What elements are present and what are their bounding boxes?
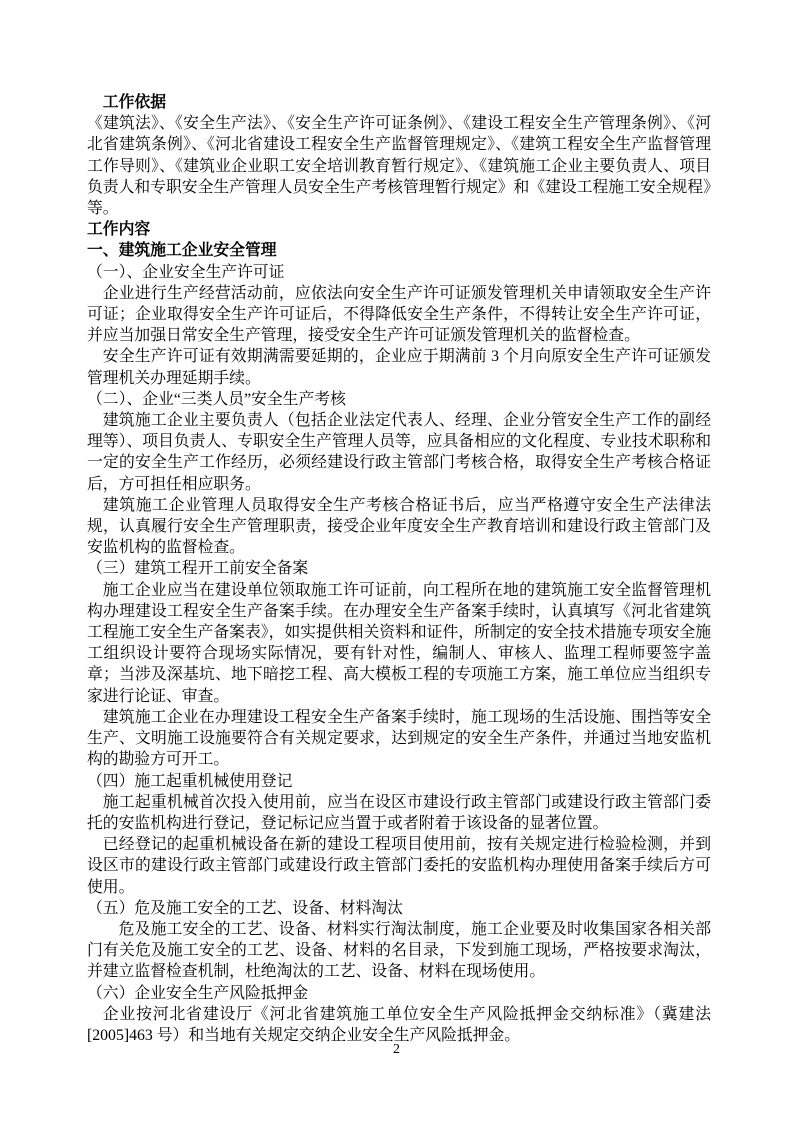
subheading-item-3: （三）建筑工程开工前安全备案 <box>87 560 309 578</box>
subheading-item-6: （六）企业安全生产风险抵押金 <box>87 984 309 1002</box>
para-item2-personnel-1: 建筑施工企业主要负责人（包括企业法定代表人、经理、企业分管安全生产工作的副经理等）、项目负责人、专职安全生产管理人员等，应具备相应的文化程度、专业技术职称和一定的安全生产工作经历，必须经建设行政主管部门考核合格，取得安全生产考核合格证后，方可担任相应职务。 <box>87 412 711 493</box>
subheading-item-1: （一）、企业安全生产许可证 <box>87 263 285 281</box>
document-body <box>87 92 711 1046</box>
heading-work-content: 工作内容 <box>87 221 151 239</box>
para-item3-filing-1: 施工企业应当在建设单位领取施工许可证前，向工程所在地的建筑施工安全监督管理机构办理建设工程安全生产备案手续。在办理安全生产备案手续时，认真填写《河北省建筑工程施工安全生产备案表》，如实提供相关资料和证件，所制定的安全技术措施专项安全施工组织设计要符合现场实际情况，要有针对性，编制人、审核人、监理工程师要签字盖章；当涉及深基坑、地下暗挖工程、高大模板工程的专项施工方案，施工单位应当组织专家进行论证、审查。 <box>87 581 711 705</box>
para-item1-license-1: 企业进行生产经营活动前，应依法向安全生产许可证颁发管理机关申请领取安全生产许可证；企业取得安全生产许可证后，不得降低安全生产条件，不得转让安全生产许可证，并应当加强日常安全生产管理，接受安全生产许可证颁发管理机关的监督检查。 <box>87 284 711 345</box>
heading-work-basis: 工作依据 <box>102 94 166 111</box>
para-item3-filing-2: 建筑施工企业在办理建设工程安全生产备案手续时，施工现场的生活设施、围挡等安全生产、文明施工设施要符合有关规定要求，达到规定的安全生产条件，并通过当地安监机构的勘验方可开工。 <box>87 708 711 769</box>
para-item2-personnel-2: 建筑施工企业管理人员取得安全生产考核合格证书后，应当严格遵守安全生产法律法规，认真履行安全生产管理职责，接受企业年度安全生产教育培训和建设行政主管部门及安监机构的监督检查。 <box>87 496 711 557</box>
para-item4-machinery-1: 施工起重机械首次投入使用前，应当在设区市建设行政主管部门或建设行政主管部门委托的安监机构进行登记，登记标记应当置于或者附着于该设备的显著位置。 <box>87 793 711 832</box>
page-number: 2 <box>393 1042 400 1057</box>
para-item1-license-2: 安全生产许可证有效期满需要延期的，企业应于期满前 3 个月向原安全生产许可证颁发管理机关办理延期手续。 <box>87 348 711 387</box>
para-item6-deposit: 企业按河北省建设厅《河北省建筑施工单位安全生产风险抵押金交纳标准》（冀建法[2005]463 号）和当地有关规定交纳企业安全生产风险抵押金。 <box>87 1005 711 1044</box>
para-legal-basis: 《建筑法》、《安全生产法》、《安全生产许可证条例》、《建设工程安全生产管理条例》、《河北省建筑条例》、《河北省建设工程安全生产监督管理规定》、《建筑工程安全生产监督管理工作导则》、《建筑业企业职工安全培训教育暂行规定》、《建筑施工企业主要负责人、项目负责人和专职安全生产管理人员安全生产考核管理暂行规定》和《建设工程施工安全规程》等。 <box>87 115 711 218</box>
heading-section-1: 一、建筑施工企业安全管理 <box>87 242 277 260</box>
para-item5-elimination: 危及施工安全的工艺、设备、材料实行淘汰制度，施工企业要及时收集国家各相关部门有关危及施工安全的工艺、设备、材料的名目录，下发到施工现场，严格按要求淘汰，并建立监督检查机制，杜绝淘汰的工艺、设备、材料在现场使用。 <box>87 920 711 981</box>
para-item4-machinery-2: 已经登记的起重机械设备在新的建设工程项目使用前，按有关规定进行检验检测，并到设区市的建设行政主管部门或建设行政主管部门委托的安监机构办理使用备案手续后方可使用。 <box>87 836 711 896</box>
subheading-item-4: （四）施工起重机械使用登记 <box>87 772 293 790</box>
subheading-item-5: （五）危及施工安全的工艺、设备、材料淘汰 <box>87 899 403 917</box>
subheading-item-2: （二）、企业“三类人员”安全生产考核 <box>87 390 346 408</box>
